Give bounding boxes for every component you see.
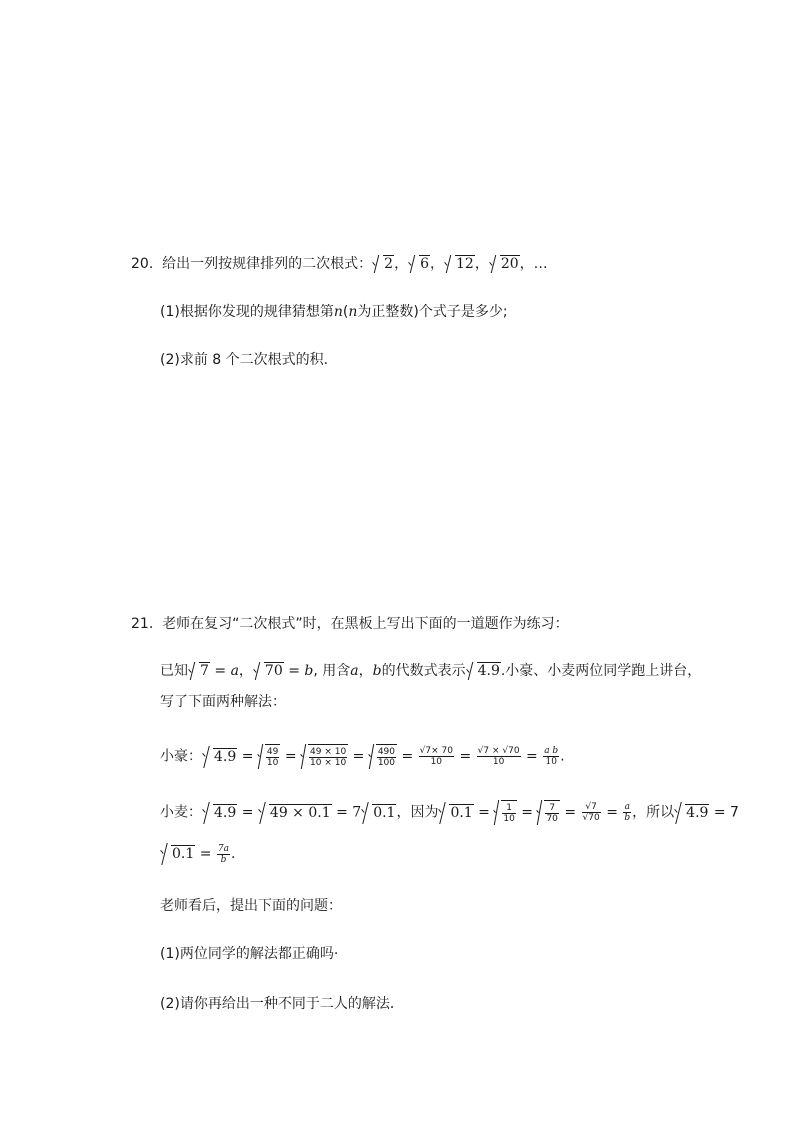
question-text: 老师在复习“二次根式”时，在黑板上写出下面的一道题作为练习： <box>162 616 569 632</box>
solution-xiaomai: 小麦： 4.9 = 49 × 0.1 = 7 0.1，因为 0.1 = $\frac{1}{10}$ = $\frac{7}{70}$ = $\frac{√7}{√70}$ = $\frac{a}{b}$ ，所以 4.9 = 7 <box>160 802 739 824</box>
solution-xiaohao: 小豪： 4.9 = $\frac{49}{10}$ = $\frac{49 \times 10}{10 \times 10}$ = $\frac{490}{100}$ = $\frac{√7\times 70}{10}$ = $\frac{√7 \times √70}{10}$ = $\frac{\text{a b}}{10}$ . <box>160 746 565 768</box>
question-21-part-2: (2)请你再给出一种不同于二人的解法． <box>160 996 404 1012</box>
question-20-part-2: (2)求前 8 个二次根式的积． <box>160 352 338 368</box>
radical: 6 <box>409 254 430 274</box>
question-21-given: 已知 7 = a， 70 = b, 用含a，b的代数式表示 4.9.小豪、小麦两位同学跑上讲台， <box>160 663 702 679</box>
radical: 70 <box>254 661 284 681</box>
teacher-prompt: 老师看后，提出下面的问题： <box>160 898 342 914</box>
radical: 12 <box>445 254 475 274</box>
question-21-stem <box>131 614 569 634</box>
question-text: 给出一列按规律排列的二次根式： <box>162 256 373 272</box>
question-21-given-line-2: 写了下面两种解法： <box>160 694 286 710</box>
question-20-part-1: (1)根据你发现的规律猜想第n(n为正整数)个式子是多少; <box>160 304 508 320</box>
radical: 20 <box>490 254 520 274</box>
question-21-part-1: (1)两位同学的解法都正确吗· <box>160 946 339 962</box>
question-number: 21. <box>131 616 154 632</box>
question-number: 20. <box>131 256 154 272</box>
radical: 7 <box>189 661 210 681</box>
radical: 4.9 <box>467 661 501 681</box>
radical: 2 <box>373 254 394 274</box>
solution-xiaomai-line-2: 0.1 = $\frac{7a}{b}$ . <box>160 842 235 866</box>
question-20-stem: 20. 给出一列按规律排列的二次根式： 2， 6， 12， 20，… <box>131 256 548 272</box>
